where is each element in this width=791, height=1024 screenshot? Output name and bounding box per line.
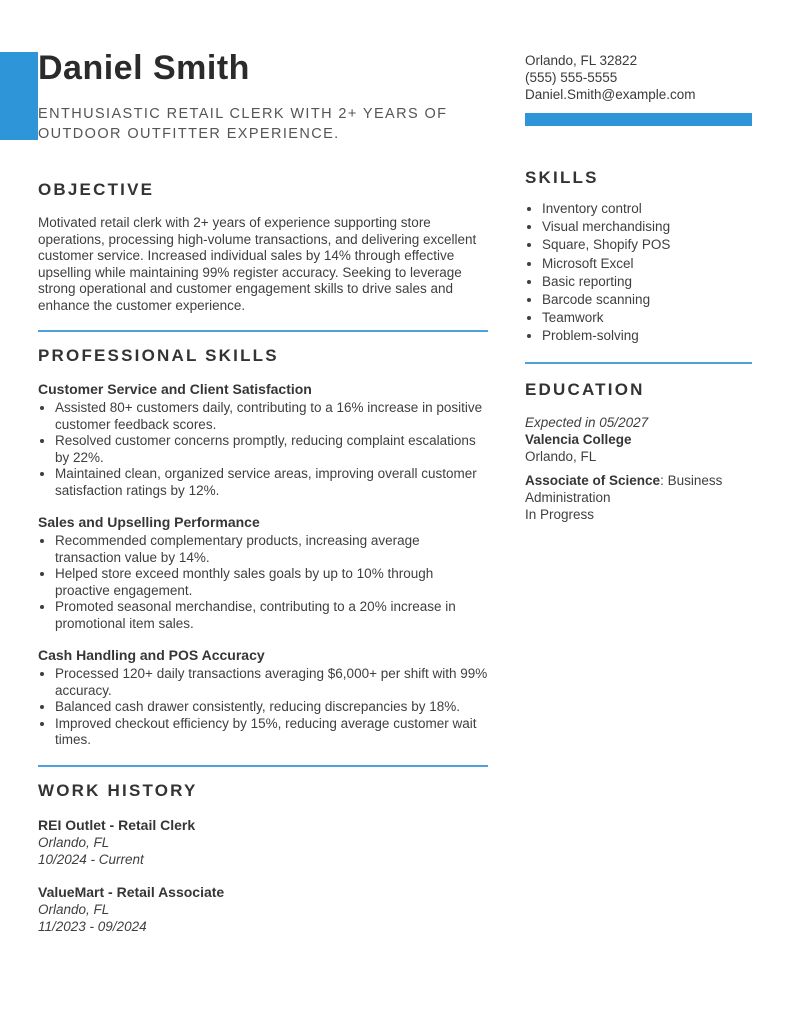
bullet-item: • Assisted 80+ customers daily, contributing to a 16% increase in positive customer feedback scores. <box>55 400 488 433</box>
contact-block <box>525 52 752 103</box>
skill-group-heading: Sales and Upselling Performance <box>38 514 260 530</box>
education-expected-date: Expected in 05/2027 <box>525 414 649 430</box>
education-entry <box>525 414 752 523</box>
bullet-item: • Processed 120+ daily transactions averaging $6,000+ per shift with 99% accuracy. <box>55 666 488 699</box>
job-location: Orlando, FL <box>38 834 110 850</box>
accent-block <box>0 52 38 140</box>
bullet-item: • Recommended complementary products, increasing average transaction value by 14%. <box>55 533 488 566</box>
contact-email: Daniel.Smith@example.com <box>525 87 696 102</box>
education-degree-name: Associate of Science <box>525 472 661 488</box>
education-degree-field: : Business Administration <box>525 472 723 505</box>
bullet-item: • Maintained clean, organized service areas, improving overall customer satisfaction ratings by 12%. <box>55 466 488 499</box>
person-name: Daniel Smith <box>38 49 250 87</box>
accent-strip <box>525 113 752 126</box>
section-title-professional-skills: PROFESSIONAL SKILLS <box>38 346 279 365</box>
skill-item: • Barcode scanning <box>542 291 752 309</box>
skill-group-heading: Cash Handling and POS Accuracy <box>38 647 265 663</box>
section-title-skills: SKILLS <box>525 168 599 187</box>
job-location: Orlando, FL <box>38 901 110 917</box>
skill-item: • Square, Shopify POS <box>542 236 752 254</box>
job-entry <box>38 884 488 935</box>
job-title: ValueMart - Retail Associate <box>38 883 225 900</box>
education-status: In Progress <box>525 506 595 522</box>
section-divider <box>38 330 488 332</box>
objective-text: Motivated retail clerk with 2+ years of experience supporting store operations, processing high-volume transactions, and delivering excellent customer service. Increased individual sales by 14% through effective upselling while maintaining 99% register accuracy. Seeking to leverage strong operational and customer engagement skills to drive sales and enhance the customer experience. <box>38 215 477 313</box>
contact-phone: (555) 555-5555 <box>525 70 618 85</box>
skill-group-bullets <box>38 533 488 632</box>
bullet-item: • Promoted seasonal merchandise, contributing to a 20% increase in promotional item sales. <box>55 599 488 632</box>
skill-group-heading: Customer Service and Client Satisfaction <box>38 381 312 397</box>
skill-item: • Microsoft Excel <box>542 255 752 273</box>
left-column <box>38 50 488 935</box>
bullet-item: • Improved checkout efficiency by 15%, reducing average customer wait times. <box>55 716 488 749</box>
contact-location: Orlando, FL 32822 <box>525 53 638 68</box>
skill-item: • Problem-solving <box>542 327 752 345</box>
education-degree <box>525 472 752 506</box>
bullet-item: • Resolved customer concerns promptly, reducing complaint escalations by 22%. <box>55 433 488 466</box>
job-title: REI Outlet - Retail Clerk <box>38 816 196 833</box>
right-column <box>525 52 752 523</box>
bullet-item: • Helped store exceed monthly sales goals by up to 10% through proactive engagement. <box>55 566 488 599</box>
job-dates: 11/2023 - 09/2024 <box>38 918 147 934</box>
skills-list <box>525 200 752 346</box>
section-title-education: EDUCATION <box>525 379 645 399</box>
section-title-work-history: WORK HISTORY <box>38 780 198 800</box>
skill-item: • Inventory control <box>542 200 752 218</box>
bullet-item: • Balanced cash drawer consistently, reducing discrepancies by 18%. <box>55 699 488 716</box>
section-title-objective: OBJECTIVE <box>38 180 155 199</box>
skill-item: • Visual merchandising <box>542 218 752 236</box>
tagline: ENTHUSIASTIC RETAIL CLERK WITH 2+ YEARS OF OUTDOOR OUTFITTER EXPERIENCE. <box>38 106 448 142</box>
section-divider <box>525 362 752 364</box>
skill-group-bullets <box>38 666 488 749</box>
education-school: Valencia College <box>525 431 632 447</box>
skill-item: • Basic reporting <box>542 273 752 291</box>
skill-group-bullets <box>38 400 488 499</box>
job-entry <box>38 817 488 868</box>
education-location: Orlando, FL <box>525 448 597 464</box>
skill-item: • Teamwork <box>542 309 752 327</box>
job-dates: 10/2024 - Current <box>38 851 144 867</box>
section-divider <box>38 765 488 767</box>
